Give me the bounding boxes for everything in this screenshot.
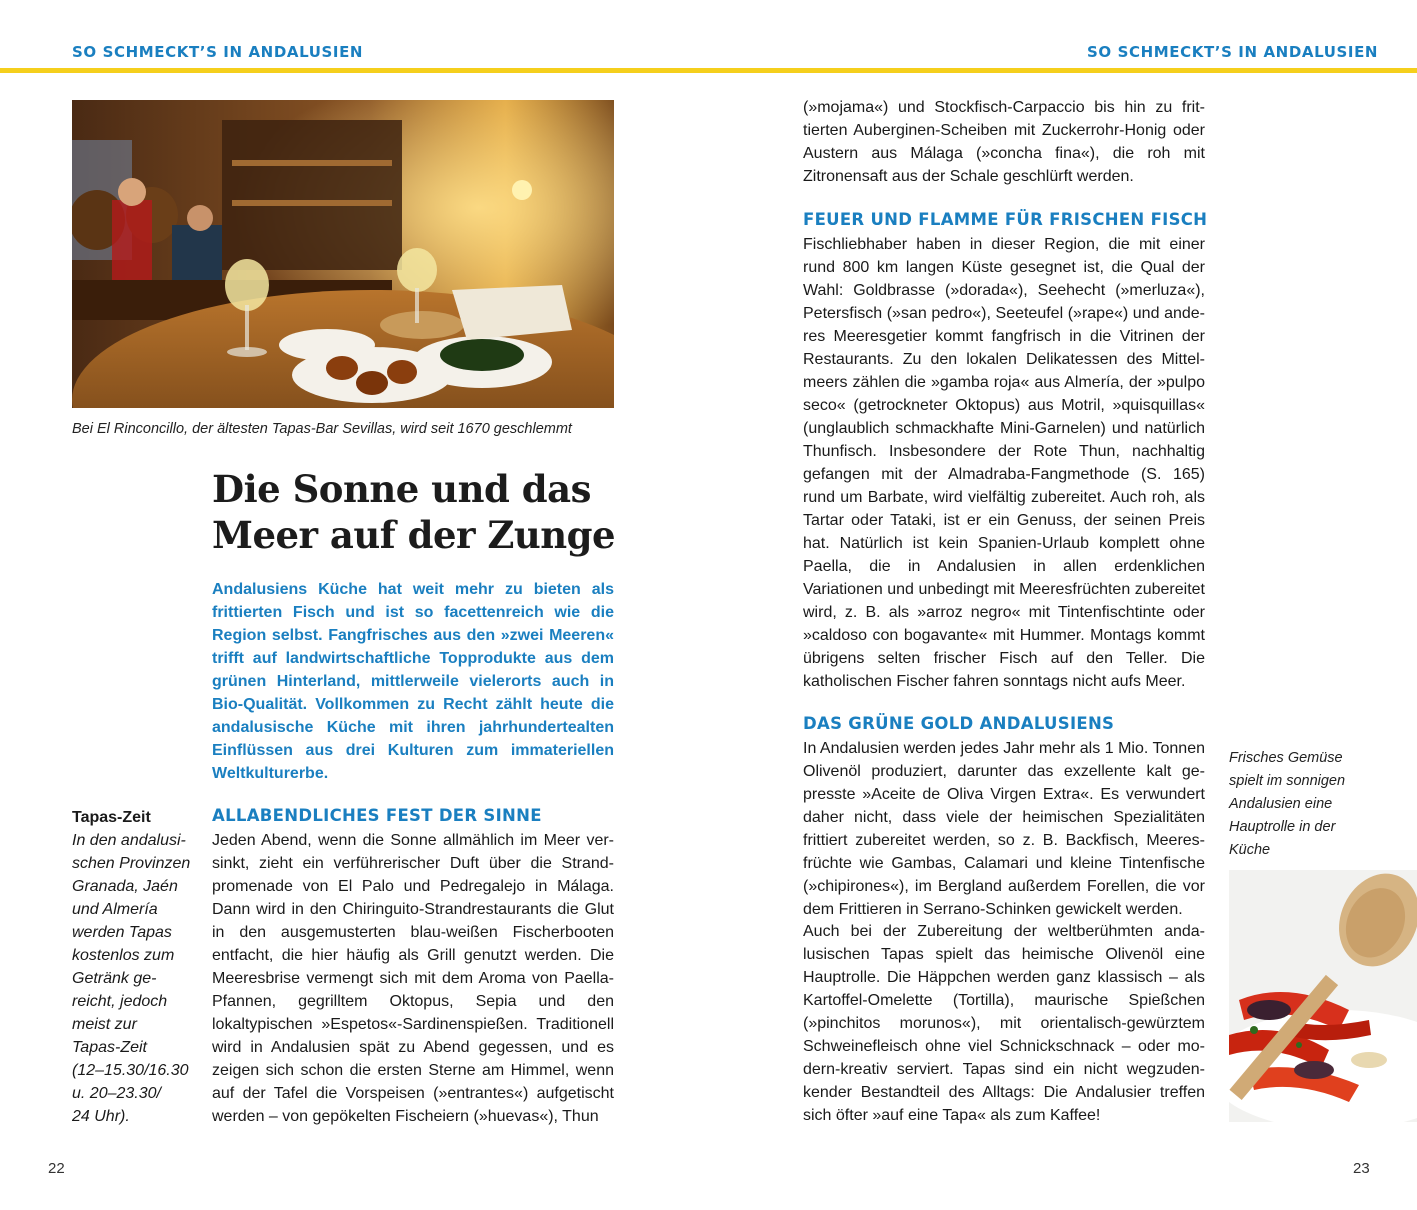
section-3-text-1: In Andalusien werden jedes Jahr mehr als 1 Mio. Tonnen Olivenöl produziert, darunter das exzellente kalt gepresste »Aceite de Oliva Virgen Extra«. Es verwundert daher nicht, dass viele der heimischen Spezialitäten frittiert zubereitet werden, so z. B. Backfisch, Meeresfrüchte wie Gambas, Calamari und kleine Tintenfische (»chipirones«), im Bergland außerdem Forellen, die vor dem Frittieren in Serrano-Schinken gewickelt werden. xyxy=(803,740,1205,918)
sidebar-title: Tapas-Zeit xyxy=(72,809,151,826)
title-line-1: Die Sonne und das xyxy=(212,467,591,511)
vegetables-illustration xyxy=(1229,870,1417,1122)
running-head-left: SO SCHMECKT’S IN ANDALUSIEN xyxy=(72,43,364,61)
tapas-bar-illustration xyxy=(72,100,614,408)
sidebar-line: meist zur xyxy=(72,1016,137,1033)
caption-line: Frisches Gemüse xyxy=(1229,750,1343,766)
sidebar-line: In den andalusi- xyxy=(72,832,186,849)
tapas-bar-photo xyxy=(72,100,614,408)
sidebar-text xyxy=(72,829,192,1128)
sidebar-line: Getränk ge- xyxy=(72,970,157,987)
sidebar-line: Granada, Jaén xyxy=(72,878,178,895)
caption-line: Hauptrolle in der xyxy=(1229,819,1336,835)
section-1-text: Jeden Abend, wenn die Sonne allmählich im Meer versinkt, zieht ein verführerischer Duft über die Strandpromenade von El Palo und Pedregalejo in Málaga. Dann wird in den Chiringuito-Strandrestaurants die Glut in den ausgemusterten blau-weißen Fischerbooten entfacht, die hier häufig als Grill genutzt werden. Die Meeresbrise vermengt sich mit dem Aroma von Paella-Pfannen, gegrilltem Oktopus, Sepia und den lokaltypischen »Espetos«-Sardinenspießen. Traditionell wird in Andalusien spät zu Abend gegessen, und es zeigen sich schon die ersten Sterne am Himmel, wenn auf der Tafel die Vorspeisen (»entrantes«) aufgetischt werden – von gepökelten Fischeiern (»huevas«), Thun xyxy=(212,832,614,1125)
tapas-bar-caption: Bei El Rinconcillo, der ältesten Tapas-Bar Sevillas, wird seit 1670 geschlemmt xyxy=(72,421,572,437)
sidebar-line: reicht, jedoch xyxy=(72,993,168,1010)
section-heading-3: DAS GRÜNE GOLD ANDALUSIENS xyxy=(803,714,1115,733)
section-2-text: Fischliebhaber haben in dieser Region, die mit einer rund 800 km langen Küste gesegnet ist, die Qual der Wahl: Goldbrasse (»dorada«), Seehecht (»merluza«), Petersfisch (»san pedro«), Seeteufel (»rape«) und anderes Meeresgetier kommt fangfrisch in die Vitrinen der Restaurants. Zu den lokalen Delikatessen des Mittelmeers zählen die »gamba roja« aus Almería, der »pulpo seco« (getrockneter Oktopus) aus Motril, »quisquillas« (unglaublich schmackhafte Mini-Garnelen) und natürlich Thunfisch. Insbesondere der Rote Thun, nachhaltig gefangen mit der Almadraba-Fangmethode (S. 165) rund um Barbate, wird vielfältig zubereitet. Auch roh, als Tartar oder Tataki, ist er ein Genuss, der seinen Preis hat. Natürlich ist kein Spanien-Urlaub komplett ohne Paella, die in Andalusien in allen erdenklichen Variationen und unbedingt mit Meeresfrüchten zubereitet wird, z. B. als »arroz negro« mit Tintenfischtinte oder »caldoso con bogavante« mit Hummer. Montags kommt übrigens selten frischer Fisch auf den Teller. Die katholischen Fischer fahren sonntags nicht aufs Meer. xyxy=(803,236,1205,690)
section-3-text-2: Auch bei der Zubereitung der weltberühmten andalusischen Tapas spielt das heimische Olivenöl eine Hauptrolle. Die Häppchen werden ganz klassisch – als Kartoffel-Omelette (Tortilla), maurische Spießchen (»pinchitos morunos«), mit orientalisch-gewürztem Schweinefleisch ohne viel Schnickschnack – oder modern-kreativ serviert. Tapas sind ein nicht wegzudenkender Bestandteil des Alltags: Die Andalusier treffen sich öfter »auf eine Tapa« als zum Kaffee! xyxy=(803,923,1205,1124)
section-heading-2: FEUER UND FLAMME FÜR FRISCHEN FISCH xyxy=(803,210,1208,229)
vegetables-caption xyxy=(1229,747,1409,862)
article-title xyxy=(212,466,632,558)
section-heading-1: ALLABENDLICHES FEST DER SINNE xyxy=(212,806,542,825)
sidebar-line: schen Provinzen xyxy=(72,855,191,872)
page-number-right: 23 xyxy=(1353,1160,1370,1177)
sidebar-line: werden Tapas xyxy=(72,924,172,941)
header-rule xyxy=(0,68,1417,73)
caption-line: Küche xyxy=(1229,842,1271,858)
vegetables-photo xyxy=(1229,870,1417,1122)
title-line-2: Meer auf der Zunge xyxy=(212,513,616,557)
sidebar-line: u. 20–23.30/ xyxy=(72,1085,161,1102)
sidebar-line: 24 Uhr). xyxy=(72,1108,130,1125)
sidebar-line: (12–15.30/16.30 xyxy=(72,1062,189,1079)
sidebar-line: kostenlos zum xyxy=(72,947,175,964)
caption-line: Andalusien eine xyxy=(1229,796,1333,812)
running-head-right: SO SCHMECKT’S IN ANDALUSIEN xyxy=(1087,43,1379,61)
page-number-left: 22 xyxy=(48,1160,65,1177)
sidebar-line: und Almería xyxy=(72,901,158,918)
section-1-continued: (»mojama«) und Stockfisch-Carpaccio bis hin zu frittierten Auberginen-Scheiben mit Zuckerrohr-Honig oder Austern aus Málaga (»concha fina«), die roh mit Zitronensaft aus der Schale geschlürft werden. xyxy=(803,99,1205,185)
article-intro: Andalusiens Küche hat weit mehr zu bieten als frittierten Fisch und ist so facettenreich wie die Region selbst. Fangfrisches aus den »zwei Meeren« trifft auf landwirtschaftliche Topprodukte aus dem grünen Hinterland, mittlerweile vielerorts auch in Bio-Qualität. Vollkommen zu Recht zählt heute die andalusische Küche mit ihren jahrhundertealten Einflüssen aus drei Kulturen zum immateriellen Weltkulturerbe. xyxy=(212,581,614,782)
caption-line: spielt im sonnigen xyxy=(1229,773,1346,789)
sidebar-line: Tapas-Zeit xyxy=(72,1039,147,1056)
